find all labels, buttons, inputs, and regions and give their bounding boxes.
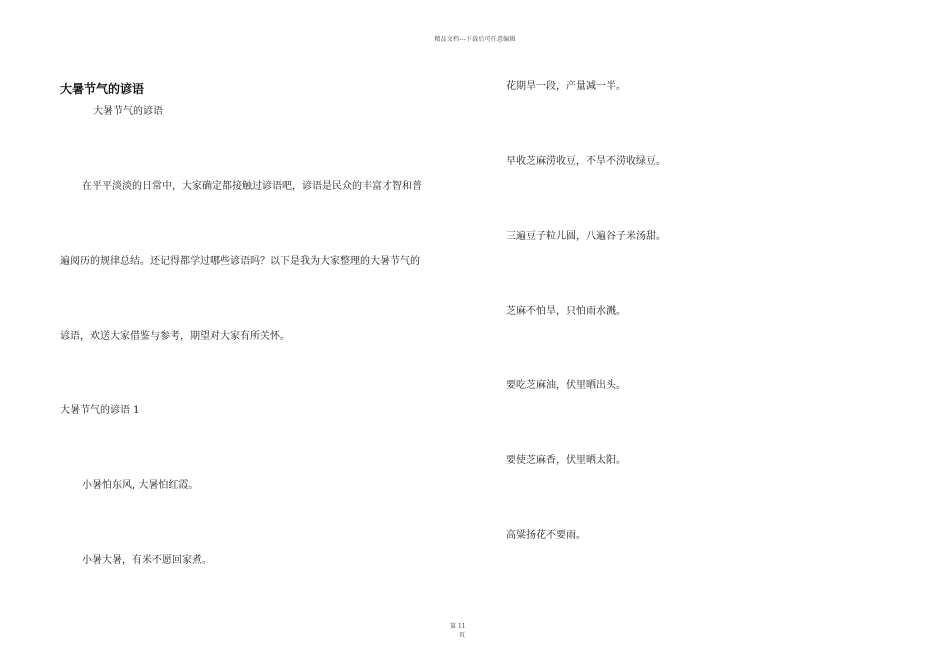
document-title: 大暑节气的谚语 [60, 82, 145, 96]
intro-paragraph-line-3: 谚语，欢送大家借鉴与参考，期望对大家有所关怀。 [60, 331, 290, 342]
saying-item: 要使芝麻香，伏里晒太阳。 [506, 455, 626, 466]
saying-item: 要吃芝麻油，伏里晒出头。 [506, 380, 626, 391]
section-heading: 大暑节气的谚语 1 [60, 405, 140, 416]
saying-item: 小暑怕东风, 大暑怕红霞。 [82, 480, 199, 491]
saying-item: 早收芝麻涝收豆，不旱不涝收绿豆。 [506, 156, 666, 167]
page-prefix: 第 [450, 623, 457, 630]
page-number: 11 [457, 623, 466, 630]
saying-item: 花期旱一段，产量减一半。 [506, 81, 626, 92]
page-suffix: 页 [459, 632, 466, 639]
saying-item: 小暑大暑，有米不愿回家煮。 [82, 555, 212, 566]
page-number-footer [450, 622, 490, 640]
saying-item: 芝麻不怕旱，只怕雨水溅。 [506, 306, 626, 317]
saying-item: 三遍豆子粒儿圆，八遍谷子米汤甜。 [506, 231, 666, 242]
document-subtitle: 大暑节气的谚语 [93, 106, 163, 117]
header-note: 精品文档---下载后可任意编辑 [434, 36, 516, 43]
intro-paragraph-line-2: 遍阅历的规律总结。还记得都学过哪些谚语吗？以下是我为大家整理的大暑节气的 [60, 256, 420, 267]
intro-paragraph-line-1: 在平平淡淡的日常中，大家确定都接触过谚语吧，谚语是民众的丰富才智和普 [82, 181, 422, 192]
saying-item: 高粱扬花不要雨。 [506, 530, 586, 541]
